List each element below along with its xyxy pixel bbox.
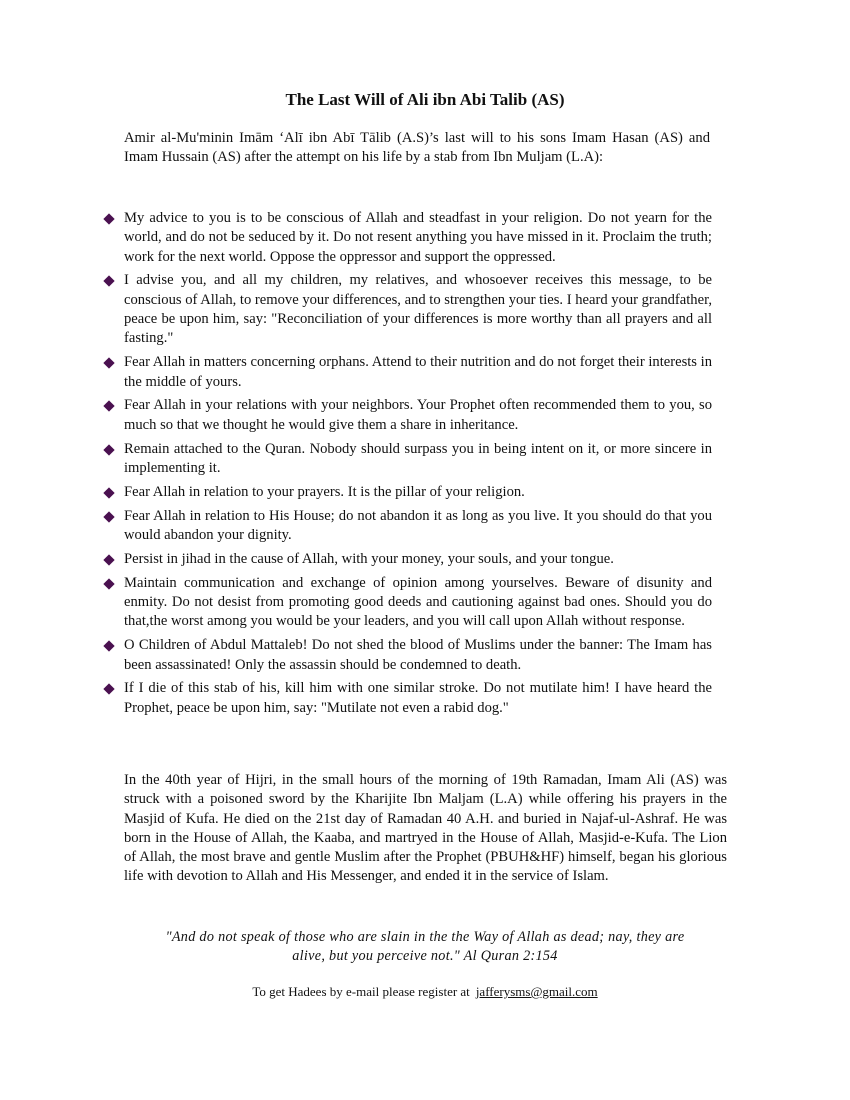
footer-text: To get Hadees by e-mail please register at bbox=[252, 984, 470, 999]
closing-paragraph: In the 40th year of Hijri, in the small hours of the morning of 19th Ramadan, Imam Ali (AS) was struck with a poisoned sword by the Kharijite Ibn Maljam (L.A) while offering his prayers in the Masjid of Kufa. He died on the 21st day of Ramadan 40 A.H. and buried in Najaf-ul-Ashraf. He was born in the House of Allah, the Kaaba, and martryed in the House of Allah, Masjid-e-Kufa. The Lion of Allah, the most brave and gentle Muslim after the Prophet (PBUH&HF) himself, began his glorious life with devotion to Allah and His Messenger, and ended it in the service of Islam. bbox=[124, 772, 727, 885]
list-item bbox=[100, 550, 712, 569]
list-item bbox=[100, 483, 712, 502]
list-item-text: Fear Allah in relation to His House; do not abandon it as long as you live. It you should do that you would abandon your dignity. bbox=[124, 507, 712, 544]
list-item-text: O Children of Abdul Mattaleb! Do not shed the blood of Muslims under the banner: The Imam has been assassinated! Only the assassin should be condemned to death. bbox=[124, 637, 712, 673]
quote-line: alive, but you perceive not." Al Quran 2:154 bbox=[292, 948, 558, 964]
diamond-bullet-icon bbox=[103, 401, 114, 412]
list-item bbox=[100, 440, 712, 479]
list-item-text: I advise you, and all my children, my relatives, and whosoever receives this message, to be conscious of Allah, to remove your differences, and to strengthen your ties. I heard your grandfather, peace be upon him, say: "Reconciliation of your differences is more worthy than all prayers and all fasting." bbox=[124, 272, 712, 347]
quote-line: "And do not speak of those who are slain in the the Way of Allah as dead; nay, they are bbox=[165, 929, 685, 945]
diamond-bullet-icon bbox=[103, 578, 114, 589]
diamond-bullet-icon bbox=[103, 358, 114, 369]
list-item bbox=[100, 209, 712, 267]
intro-paragraph: Amir al-Mu'minin Imām ‘Alī ibn Abī Tālib (A.S)’s last will to his sons Imam Hasan (AS) and Imam Hussain (AS) after the attempt on his life by a stab from Ibn Muljam (L.A): bbox=[124, 130, 710, 166]
email-link[interactable]: jafferysms@gmail.com bbox=[475, 984, 598, 999]
list-item-text: Fear Allah in relation to your prayers. It is the pillar of your religion. bbox=[124, 483, 525, 500]
list-item-text: Persist in jihad in the cause of Allah, with your money, your souls, and your tongue. bbox=[124, 550, 614, 567]
diamond-bullet-icon bbox=[103, 487, 114, 498]
list-item bbox=[100, 636, 712, 675]
list-item bbox=[100, 679, 712, 718]
list-item-text: Maintain communication and exchange of opinion among yourselves. Beware of disunity and enmity. Do not desist from promoting good deeds and cautioning against bad ones. Should you do that,the worst among you would be your leaders, and you will call upon Allah without response. bbox=[124, 574, 712, 630]
diamond-bullet-icon bbox=[103, 444, 114, 455]
list-item-text: If I die of this stab of his, kill him with one similar stroke. Do not mutilate him! I have heard the Prophet, peace be upon him, say: "Mutilate not even a rabid dog." bbox=[124, 680, 712, 716]
list-item-text: Fear Allah in matters concerning orphans. Attend to their nutrition and do not forget their interests in the middle of yours. bbox=[124, 354, 712, 390]
page-title: The Last Will of Ali ibn Abi Talib (AS) bbox=[285, 90, 565, 109]
diamond-bullet-icon bbox=[103, 213, 114, 224]
footer bbox=[0, 984, 850, 1000]
list-item-text: My advice to you is to be conscious of Allah and steadfast in your religion. Do not yearn for the world, and do not be seduced by it. Do not resent anything you have missed in it. Proclaim the truth; work for the next world. Oppose the oppressor and support the oppressed. bbox=[124, 210, 712, 265]
advice-list bbox=[100, 209, 712, 723]
list-item bbox=[100, 353, 712, 392]
quran-quote bbox=[100, 928, 750, 966]
diamond-bullet-icon bbox=[103, 554, 114, 565]
list-item bbox=[100, 271, 712, 348]
diamond-bullet-icon bbox=[103, 276, 114, 287]
list-item-text: Fear Allah in your relations with your neighbors. Your Prophet often recommended them to you, so much so that we thought he would give them a share in inheritance. bbox=[124, 397, 712, 433]
diamond-bullet-icon bbox=[103, 641, 114, 652]
list-item bbox=[100, 396, 712, 435]
list-item bbox=[100, 507, 712, 546]
list-item bbox=[100, 574, 712, 632]
diamond-bullet-icon bbox=[103, 684, 114, 695]
diamond-bullet-icon bbox=[103, 511, 114, 522]
list-item-text: Remain attached to the Quran. Nobody should surpass you in being intent on it, or more sincere in implementing it. bbox=[124, 440, 712, 476]
